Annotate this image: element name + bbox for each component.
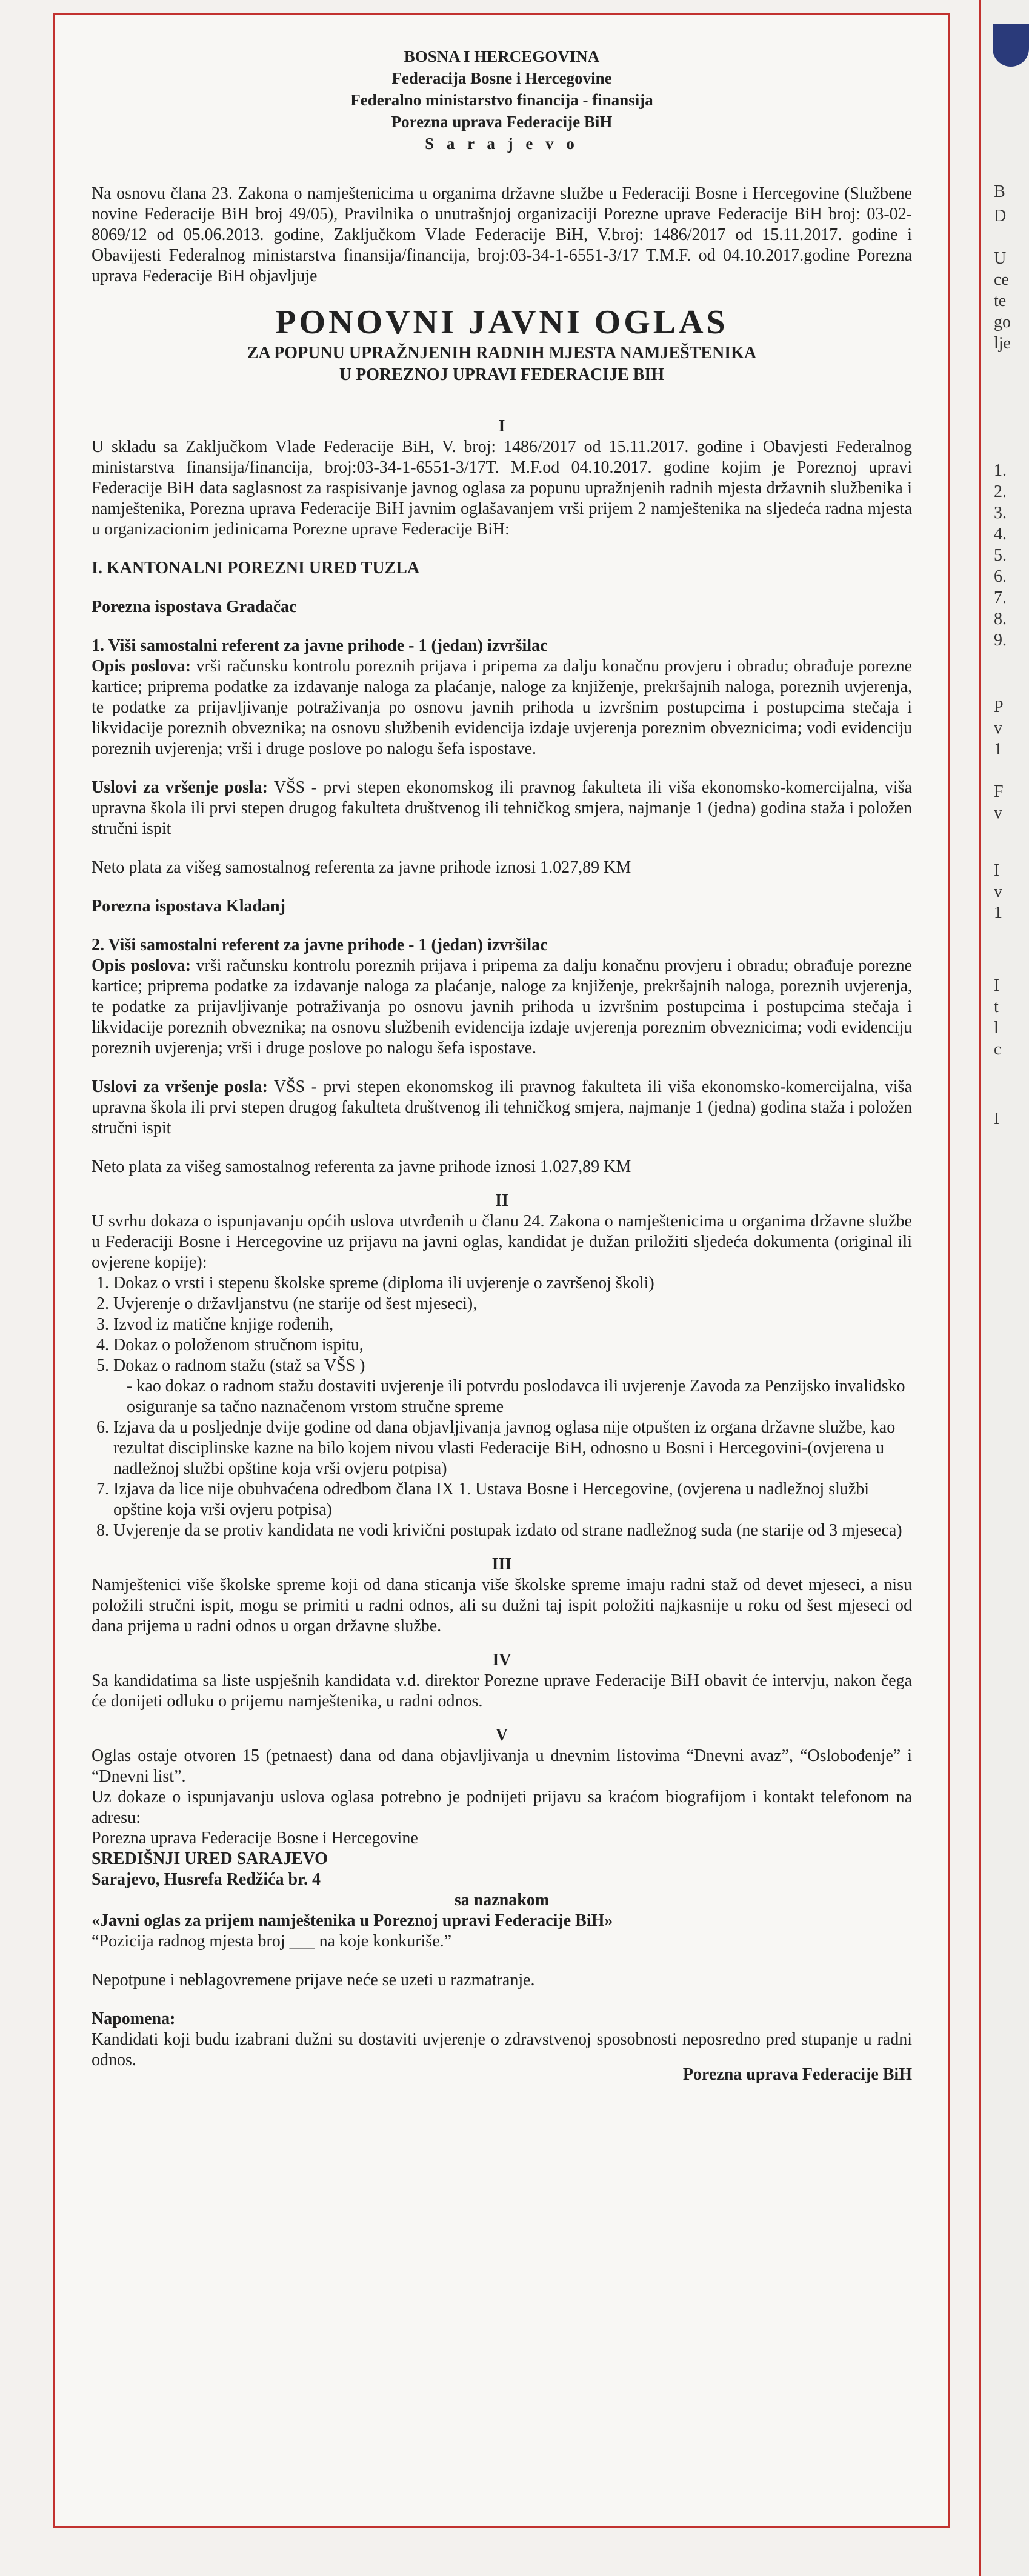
adjacent-fragment: U: [994, 249, 1007, 268]
documents-list: [92, 1273, 912, 1541]
conditions-text: VŠS - prvi stepen ekonomskog ili pravnog fakulteta ili viša ekonomsko-komercijalna, viša upravna škola ili prvi stepen drugog fakulteta društvenog ili tehničkog smjera, najmanje 1 (jedna) godina staža i položen stručni ispit: [92, 778, 912, 838]
section-iv-text: Sa kandidatima sa liste uspješnih kandidata v.d. direktor Porezne uprave Federacije BiH obavit će intervju, nakon čega će donijeti odluku o prijemu namještenika, u radni odnos.: [92, 1671, 912, 1711]
adjacent-fragment: v: [994, 719, 1002, 737]
section-v-text2: Uz dokaze o ispunjavanju uslova oglasa potrebno je podnijeti prijavu sa kraćom biografijom i kontakt telefonom na adresu:: [92, 1788, 912, 1827]
address-line1: Porezna uprava Federacije Bosne i Hercegovine: [92, 1829, 418, 1848]
adjacent-column: [979, 0, 1029, 2576]
section-iv-numeral: IV: [492, 1651, 511, 1669]
section-v-numeral: V: [495, 1726, 508, 1745]
adjacent-fragment: 9.: [994, 631, 1007, 650]
section-i-text: U skladu sa Zaključkom Vlade Federacije BiH, V. broj: 1486/2017 od 15.11.2017. godine i Obavjesti Federalnog ministarstva finansija/financija, broj:03-34-1-6551-3/17T. M.F.od 04.10.2017. godine kojim je Poreznoj upravi Federacije BiH data saglasnost za raspisivanje javnog oglasa za popunu upražnjenih radnih mjesta državnih službenika i namještenika, Porezna uprava Federacije BiH javnim oglašavanjem vrši prijem 2 namještenika na sljedeća radna mjesta u organizacionim jedinicama Porezne uprave Federacije BiH:: [92, 438, 912, 539]
conditions-label: Uslovi za vršenje posla:: [92, 1077, 268, 1096]
adjacent-fragment: 2.: [994, 482, 1007, 501]
position-2-heading: 2. Viši samostalni referent za javne prihode - 1 (jedan) izvršilac: [92, 936, 548, 954]
list-item: 8. Uvjerenje da se protiv kandidata ne vodi krivični postupak izdato od strane nadležnog suda (ne starije od 3 mjeseca): [113, 1520, 912, 1541]
page-title: PONOVNI JAVNI OGLAS: [275, 304, 728, 341]
header-country: BOSNA I HERCEGOVINA: [404, 47, 600, 65]
office-heading: I. KANTONALNI POREZNI URED TUZLA: [92, 559, 420, 577]
adjacent-fragment: 6.: [994, 567, 1007, 586]
adjacent-fragment: 8.: [994, 610, 1007, 628]
adjacent-fragment: lje: [994, 334, 1011, 353]
adjacent-fragment: 4.: [994, 525, 1007, 544]
adjacent-fragment: l: [994, 1019, 999, 1037]
adjacent-fragment: I: [994, 1110, 1000, 1128]
announcement-body: [55, 15, 948, 2526]
position-2-duties: [92, 956, 912, 1059]
section-i-numeral: I: [498, 417, 505, 436]
mark-title: «Javni oglas za prijem namještenika u Poreznoj upravi Federacije BiH»: [92, 1911, 613, 1930]
duties-label: Opis poslova:: [92, 657, 191, 676]
list-item: 4. Dokaz o položenom stručnom ispitu,: [113, 1335, 912, 1356]
list-item: [113, 1356, 912, 1417]
list-item: 2. Uvjerenje o državljanstvu (ne starije od šest mjeseci),: [113, 1294, 912, 1314]
header-federation: Federacija Bosne i Hercegovine: [391, 69, 612, 87]
adjacent-fragment: te: [994, 291, 1007, 310]
duties-label: Opis poslova:: [92, 956, 191, 975]
adjacent-fragment: go: [994, 313, 1011, 331]
list-item: 3. Izvod iz matične knjige rođenih,: [113, 1314, 912, 1335]
adjacent-fragment: 1.: [994, 461, 1007, 480]
list-item-note: - kao dokaz o radnom stažu dostaviti uvjerenje ili potvrdu poslodavca ili uvjerenje Zavoda za Penzijsko invalidsko osiguranje sa tačno naznačenom vrstom stručne spreme: [127, 1377, 905, 1416]
announcement-frame: [53, 13, 950, 2528]
position-1-salary: Neto plata za višeg samostalnog referenta za javne prihode iznosi 1.027,89 KM: [92, 858, 631, 877]
list-item: 6. Izjava da u posljednje dvije godine od dana objavljivanja javnog oglasa nije otpušten iz organa državne službe, kao rezultat disciplinske kazne na bilo kojem nivou vlasti Federacije BiH, odnosno u Bosni i Hercegovini-(ovjerena u nadležnoj službi opštine koja vrši ovjeru potpisa): [113, 1417, 912, 1479]
section-iii-text: Namještenici više školske spreme koji od dana sticanja više školske spreme imaju radni staž od devet mjeseci, a nisu položili stručni ispit, mogu se primiti u radni odnos, ali su dužni taj ispit položiti najkasnije u roku od šest mjeseci od dana prijema u radni odnos u organ državne službe.: [92, 1576, 912, 1636]
duties-text: vrši računsku kontrolu poreznih prijava i pripema za dalju konačnu provjeru i obradu; obrađuje porezne kartice; pripremа podatke za izdavanje naloga za plaćanje, naloge za knjiženje, prekršajnih naloga, poreznih uvjerenja, te podatke za prijavljivanje potraživanja po osnovu javnih prihoda u izvršnim postupcima i postupcima stečaja i likvidacije poreznih obveznika; na osnovu službenih evidencija izdaje uvjerenja poreznim obveznicima; vodi evidenciju poreznih uvjerenja; vrši i druge poslove po nalogu šefa ispostave.: [92, 657, 913, 758]
branch-kladanj: Porezna ispostava Kladanj: [92, 897, 285, 916]
section-v-text1: Oglas ostaje otvoren 15 (petnaest) dana od dana objavljivanja u dnevnim listovima “Dnevni avaz”, “Oslobođenje” i “Dnevni list”.: [92, 1746, 912, 1786]
adjacent-fragment: 3.: [994, 504, 1007, 522]
conditions-text: VŠS - prvi stepen ekonomskog ili pravnog fakulteta ili viša ekonomsko-komercijalna, viša upravna škola ili prvi stepen drugog fakulteta društvenog ili tehničkog smjera, najmanje 1 (jedna) godina staža i položen stručni ispit: [92, 1077, 912, 1137]
signature: Porezna uprava Federacije BiH: [682, 2065, 912, 2084]
adjacent-fragment: 5.: [994, 546, 1007, 565]
conditions-label: Uslovi za vršenje posla:: [92, 778, 268, 797]
adjacent-fragment: 1: [994, 740, 1002, 759]
address-line3: Sarajevo, Husrefa Redžića br. 4: [92, 1870, 321, 1889]
adjacent-fragment: D: [994, 207, 1007, 225]
adjacent-fragment: 1: [994, 904, 1002, 922]
position-1-heading: 1. Viši samostalni referent za javne prihode - 1 (jedan) izvršilac: [92, 636, 548, 655]
mark-label: sa naznakom: [454, 1891, 550, 1909]
header-ministry: Federalno ministarstvo financija - finansija: [350, 91, 653, 109]
subtitle-line1: ZA POPUNU UPRAŽNJENIH RADNIH MJESTA NAMJEŠTENIKA: [247, 344, 757, 362]
adjacent-fragment: B: [994, 182, 1005, 201]
incomplete-notice: Nepotpune i neblagovremene prijave neće se uzeti u razmatranje.: [92, 1971, 535, 1989]
list-item: 7. Izjava da lice nije obuhvaćena odredbom člana IX 1. Ustava Bosne i Hercegovine, (ovjerena u nadležnoj službi opštine koja vrši ovjeru potpisa): [113, 1479, 912, 1520]
adjacent-fragment: 7.: [994, 588, 1007, 607]
position-1-duties: [92, 656, 912, 759]
adjacent-fragment: c: [994, 1040, 1002, 1059]
position-2-salary: Neto plata za višeg samostalnog referenta za javne prihode iznosi 1.027,89 KM: [92, 1157, 631, 1176]
adjacent-fragment: t: [994, 997, 999, 1016]
position-2-conditions: [92, 1077, 912, 1139]
address-line2: SREDIŠNJI URED SARAJEVO: [92, 1849, 328, 1868]
note-label: Napomena:: [92, 2009, 176, 2028]
duties-text: vrši računsku kontrolu poreznih prijava i pripema za dalju konačnu provjeru i obradu; obrađuje porezne kartice; pripremа podatke za izdavanje naloga za plaćanje, naloge za knjiženje, prekršajnih naloga, poreznih uvjerenja, te podatke za prijavljivanje potraživanja po osnovu javnih prihoda u izvršnim postupcima i postupcima stečaja i likvidacije poreznih obveznika; na osnovu službenih evidencija izdaje uvjerenja poreznim obveznicima; vodi evidenciju poreznih uvjerenja; vrši i druge poslove po nalogu šefa ispostave.: [92, 956, 913, 1057]
adjacent-fragment: v: [994, 804, 1002, 822]
adjacent-fragment: I: [994, 976, 1000, 995]
coat-of-arms-icon: [993, 24, 1029, 67]
adjacent-fragment: ce: [994, 270, 1009, 289]
intro-paragraph: Na osnovu člana 23. Zakona o namještenicima u organima državne službe u Federaciji Bosne i Hercegovine (Službene novine Federacije BiH broj 49/05), Pravilnika o unutrašnjoj organizaciji Porezne uprave Federacije BiH broj: 03-02-8069/12 od 05.06.2013. godine, Zaključkom Vlade Federacije BiH, V.broj: 1486/2017 od 15.11.2017. godine i Obavijesti Federalnog ministarstva finansija/financija, broj:03-34-1-6551-3/17 T.M.F. od 04.10.2017.godine Porezna uprava Federacije BiH objavljuje: [92, 184, 912, 285]
note-text: Kandidati koji budu izabrani dužni su dostaviti uvjerenje o zdravstvenoj sposobnosti neposredno pred stupanje u radni odnos.: [92, 2030, 912, 2069]
header-block: [92, 45, 912, 155]
subtitle-line2: U POREZNOJ UPRAVI FEDERACIJE BIH: [339, 365, 665, 384]
section-iii-numeral: III: [491, 1555, 512, 1574]
adjacent-fragment: I: [994, 861, 1000, 880]
section-ii-numeral: II: [495, 1191, 508, 1210]
adjacent-fragment: P: [994, 697, 1004, 716]
position-1-conditions: [92, 777, 912, 839]
list-item: 1. Dokaz o vrsti i stepenu školske spreme (diploma ili uvjerenje o završenoj školi): [113, 1273, 912, 1294]
adjacent-fragment: v: [994, 882, 1002, 901]
adjacent-fragment: F: [994, 782, 1004, 801]
list-item-text: Dokaz o radnom stažu (staž sa VŠS ): [113, 1356, 365, 1375]
header-city: S a r a j e v o: [425, 135, 579, 153]
header-tax-authority: Porezna uprava Federacije BiH: [391, 113, 613, 131]
branch-gradacac: Porezna ispostava Gradačac: [92, 597, 297, 616]
section-ii-text: U svrhu dokaza o ispunjavanju općih uslova utvrđenih u članu 24. Zakona o namještenicima u organima državne službe u Federaciji Bosne i Hercegovine uz prijavu na javni oglas, kandidat je dužan priložiti sljedeća dokumenta (original ili ovjerene kopije):: [92, 1212, 912, 1272]
mark-position: “Pozicija radnog mjesta broj ___ na koje konkuriše.”: [92, 1932, 452, 1951]
